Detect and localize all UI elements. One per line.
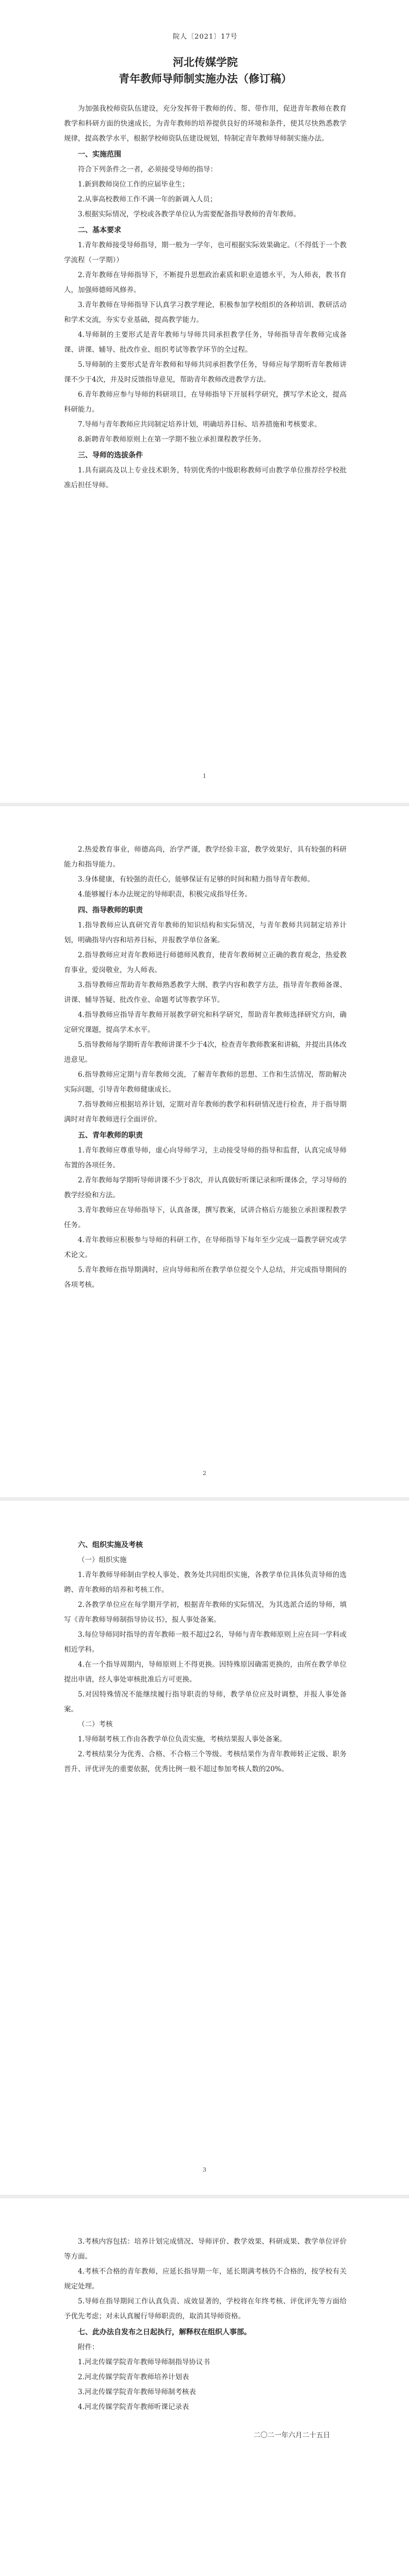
- list-item: 7.指导教师应根据培养计划，定期对青年教师的教学和科研情况进行检查，并于指导期满时对青年教师进行全面评价。: [64, 1100, 347, 1124]
- list-item: 2.热爱教育事业，师德高尚，治学严谨，教学经验丰富，教学效果好，具有较强的科研能力和指导能力。: [64, 845, 347, 869]
- section-paragraph: 符合下列条件之一者，必须接受导师的指导：: [78, 165, 217, 174]
- section-heading-requirements: 二、基本要求: [78, 226, 121, 234]
- list-item: 3.青年教师在导师指导下认真学习教学理论，积极参加学校组织的各种培训、教研活动和学术交流，夯实专业基础，提高教学能力。: [64, 301, 347, 324]
- document-title: 青年教师导师制实施办法（修订稿）: [119, 72, 292, 85]
- list-item: 2.从事高校教师工作不满一年的新调入人员；: [78, 195, 217, 204]
- attachment-item: 3.河北传媒学院青年教师导师制考核表: [78, 2388, 196, 2396]
- attachment-item: 4.河北传媒学院青年教师听课记录表: [78, 2403, 189, 2411]
- list-item: 3.指导教师应帮助青年教师熟悉教学大纲、教学内容和教学方法，指导青年教师备课、讲课、辅导答疑、批改作业、命题考试等教学环节。: [64, 981, 347, 1004]
- list-item: 1.新到教师岗位工作的应届毕业生；: [78, 180, 189, 189]
- list-item: 5.指导教师每学期听青年教师讲课不少于4次，检查青年教师教案和讲稿，并提出具体改进意见。: [64, 1041, 347, 1064]
- section-heading-scope: 一、实施范围: [78, 150, 121, 159]
- list-item: 4.在一个指导周期内，导师原则上不得更换。因特殊原因确需更换的，由所在教学单位提出申请，经人事处审核批准后方可更换。: [64, 1660, 347, 1684]
- subsection-heading-assessment: （二）考核: [78, 1720, 113, 1728]
- page-3-content: [64, 1537, 347, 1777]
- list-item: 2.各教学单位应在每学期开学初，根据青年教师的实际情况，为其选派合适的导师，填写《青年教师导师制指导协议书》，报人事处备案。: [64, 1601, 347, 1624]
- list-item: 4.考核不合格的青年教师，应延长指导期一年，延长期满考核仍不合格的，按学校有关规定处理。: [64, 2267, 347, 2291]
- list-item: 4.能够履行本办法规定的导师职责，积极完成指导任务。: [78, 890, 252, 899]
- list-item: 1.具有副高及以上专业技术职务，特别优秀的中级职称教师可由教学单位推荐经学校批准后担任导师。: [64, 466, 347, 489]
- page-4-content: [64, 2234, 347, 2443]
- list-item: 2.青年教师每学期听导师讲课不少于8次，并认真做好听课记录和听课体会，学习导师的教学经验和方法。: [64, 1176, 347, 1199]
- list-item: 2.考核结果分为优秀、合格、不合格三个等级。考核结果作为青年教师转正定级、职务晋升、评优评先的重要依据，优秀比例一般不超过参加考核人数的20%。: [64, 1750, 347, 1773]
- list-item: 5.对因特殊情况不能继续履行指导职责的导师，教学单位应及时调整，并报人事处备案。: [64, 1690, 347, 1714]
- list-item: 8.新聘青年教师原则上在第一学期不独立承担课程教学任务。: [78, 435, 266, 444]
- document-title-institution: 河北传媒学院: [173, 56, 238, 69]
- document-page-3: [0, 1501, 409, 2198]
- list-item: 3.身体健康，有较强的责任心，能够保证有足够的时间和精力指导青年教师。: [78, 875, 315, 884]
- intro-paragraph: 为加强我校师资队伍建设，充分发挥骨干教师的传、帮、带作用，促进青年教师在教育教学和科研方面的快速成长，为青年教师的培养提供良好的环境和条件，使其尽快熟悉教学规律，提高教学水平，根据学校师资队伍建设规划，特制定青年教师导师制实施办法。: [64, 105, 347, 143]
- list-item: 1.指导教师应认真研究青年教师的知识结构和实际情况，与青年教师共同制定培养计划，明确指导内容和培养目标，并报教学单位备案。: [64, 921, 347, 944]
- attachment-item: 1.河北传媒学院青年教师导师制指导协议书: [78, 2358, 210, 2366]
- list-item: 4.指导教师应指导青年教师开展教学研究和科学研究，帮助青年教师选择研究方向，确定研究课题，提高学术水平。: [64, 1011, 347, 1034]
- list-item: 1.青年教师应尊重导师，虚心向导师学习，主动接受导师的指导和监督，认真完成导师布置的各项任务。: [64, 1146, 347, 1170]
- page-1-content: [64, 31, 347, 493]
- page-2-content: [64, 842, 347, 1293]
- attachments-label: 附件：: [78, 2343, 99, 2351]
- list-item: 3.每位导师同时指导的青年教师一般不超过2名，导师与青年教师原则上应在同一学科或相近学科。: [64, 1631, 347, 1654]
- page-number: 3: [203, 2166, 206, 2173]
- list-item: 3.根据实际情况，学校或各教学单位认为需要配备指导教师的青年教师。: [78, 210, 301, 218]
- section-heading-implementation: 六、组织实施及考核: [78, 1541, 143, 1549]
- list-item: 1.青年教师导师制由学校人事处、教务处共同组织实施，各教学单位具体负责导师的选聘、青年教师的培养和考核工作。: [64, 1571, 347, 1594]
- list-item: 5.青年教师在指导期满时，应向导师和所在教学单位提交个人总结，并完成指导期间的各项考核。: [64, 1266, 347, 1289]
- list-item: 1.导师制考核工作由各教学单位负责实施，考核结果报人事处备案。: [78, 1735, 287, 1743]
- document-page-2: [0, 806, 409, 1501]
- section-heading-effective-date: 七、此办法自发布之日起执行，解释权在组织人事部。: [78, 2328, 251, 2336]
- attachment-item: 2.河北传媒学院青年教师培养计划表: [78, 2373, 189, 2381]
- section-heading-mentor-duties: 四、指导教师的职责: [78, 906, 143, 914]
- document-page-4: [0, 2198, 409, 2576]
- list-item: 7.导师与青年教师应共同制定培养计划，明确培养目标、培养措施和考核要求。: [78, 420, 321, 429]
- list-item: 6.指导教师应定期与青年教师交流，了解青年教师的思想、工作和生活情况，帮助解决实际问题，引导青年教师健康成长。: [64, 1071, 347, 1094]
- issue-date: 二〇二一年六月二十五日: [253, 2431, 330, 2439]
- list-item: 4.导师制的主要形式是青年教师与导师共同承担教学任务，导师指导青年教师完成备课、讲课、辅导、批改作业、组织考试等教学环节的全过程。: [64, 331, 347, 354]
- list-item: 3.考核内容包括：培养计划完成情况、导师评价、教学效果、科研成果、教学单位评价等方面。: [64, 2238, 347, 2261]
- section-heading-teacher-duties: 五、青年教师的职责: [78, 1131, 143, 1140]
- subsection-heading-organization: （一）组织实施: [78, 1556, 127, 1564]
- list-item: 3.青年教师应在导师指导下，认真备课，撰写教案，试讲合格后方能独立承担课程教学任务。: [64, 1206, 347, 1229]
- document-number: 院人〔2021〕17号: [173, 33, 238, 41]
- page-number: 1: [203, 773, 206, 779]
- list-item: 5.导师在指导期间工作认真负责、成效显著的，学校将在年终考核、评优评先等方面给予优先考虑；对未认真履行导师职责的，取消其导师资格。: [64, 2297, 347, 2320]
- list-item: 6.青年教师应参与导师的科研项目，在导师指导下开展科学研究，撰写学术论文，提高科研能力。: [64, 391, 347, 414]
- list-item: 2.指导教师应对青年教师进行师德师风教育，使青年教师树立正确的教育观念，热爱教育事业，爱岗敬业，为人师表。: [64, 951, 347, 974]
- list-item: 2.青年教师在导师指导下，不断提升思想政治素质和职业道德水平，为人师表，教书育人，加强师德师风修养。: [64, 271, 347, 294]
- list-item: 1.青年教师接受导师指导，期一般为一学年，也可根据实际效果确定。（不得低于一个教学流程（一学期））: [64, 241, 347, 264]
- page-number: 2: [203, 1470, 206, 1477]
- section-heading-mentor-conditions: 三、导师的选拔条件: [78, 451, 143, 460]
- document-page-1: [0, 0, 409, 806]
- list-item: 5.导师制的主要形式是青年教师和导师共同承担教学任务，导师应每学期听青年教师讲课不少于4次，并及时反馈指导意见，帮助青年教师改进教学方法。: [64, 361, 347, 384]
- list-item: 4.青年教师应积极参与导师的科研工作，在导师指导下每年至少完成一篇教学研究或学术论文。: [64, 1236, 347, 1259]
